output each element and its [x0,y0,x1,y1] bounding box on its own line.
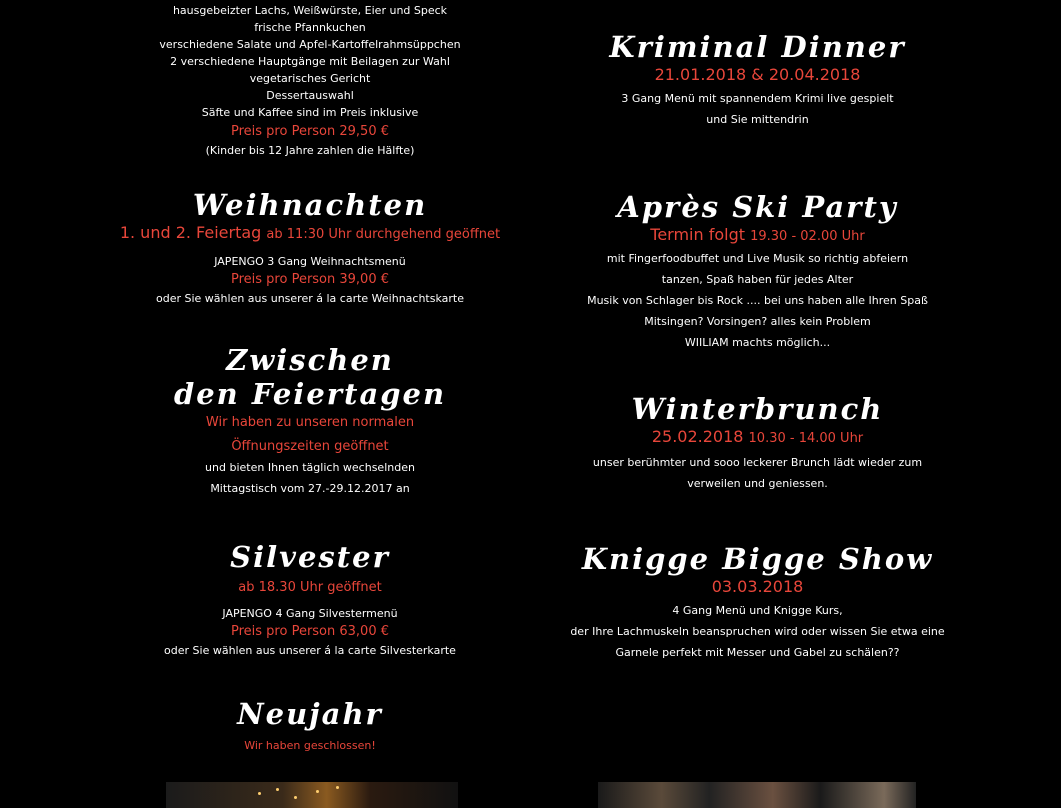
apres-heading: Après Ski Party [617,190,898,224]
neujahr-subtitle: Wir haben geschlossen! [244,739,376,752]
apres-line: tanzen, Spaß haben für jedes Alter [661,273,854,286]
knigge-date: 03.03.2018 [711,577,804,596]
zwischen-heading-line1: Zwischen [226,343,394,377]
apres-line: mit Fingerfoodbuffet und Live Musik so richtig abfeiern [606,252,909,265]
zwischen-line1: und bieten Ihnen täglich wechselnden [205,461,415,474]
zwischen-red2: Öffnungszeiten geöffnet [231,439,389,454]
winterbrunch-subtitle [454,426,1061,450]
winterbrunch-hours: 10.30 - 14.00 Uhr [748,431,864,446]
apres-line: Musik von Schlager bis Rock .... bei uns haben alle Ihren Spaß [587,294,928,307]
brunch-line: hausgebeizter Lachs, Weißwürste, Eier und Speck [172,4,448,17]
apres-line: WIILIAM machts möglich... [684,336,831,349]
sparkler-photo [166,782,458,808]
brunch-price: Preis pro Person 29,50 € [230,124,390,139]
brunch-line: verschiedene Salate und Apfel-Kartoffelrahmsüppchen [159,38,461,51]
weihnachten-hours: ab 11:30 Uhr durchgehend geöffnet [266,227,501,242]
weihnachten-menu: JAPENGO 3 Gang Weihnachtsmenü [214,255,406,268]
sparkle-dot [258,792,261,795]
zwischen-red1: Wir haben zu unseren normalen [205,415,415,430]
apres-block [454,190,1061,351]
winterbrunch-heading: Winterbrunch [631,392,884,426]
winterbrunch-date: 25.02.2018 [651,427,744,446]
knigge-line3: Garnele perfekt mit Messer und Gabel zu schälen?? [615,646,900,659]
krimi-line2: und Sie mittendrin [706,113,809,126]
silvester-menu: JAPENGO 4 Gang Silvestermenü [222,607,398,620]
krimi-block [454,30,1061,128]
silvester-heading: Silvester [230,540,390,574]
brunch-line: vegetarisches Gericht [249,72,371,85]
silvester-alt: oder Sie wählen aus unserer á la carte Silvesterkarte [164,644,456,657]
apres-hours: 19.30 - 02.00 Uhr [750,229,865,244]
sparkle-dot [294,796,297,799]
sparkle-dot [336,786,339,789]
brunch-line: Säfte und Kaffee sind im Preis inklusive [201,106,419,119]
silvester-price: Preis pro Person 63,00 € [230,624,390,639]
brunch-note: (Kinder bis 12 Jahre zahlen die Hälfte) [205,144,415,157]
apres-subtitle [454,224,1061,248]
knigge-line2: der Ihre Lachmuskeln beanspruchen wird oder wissen Sie etwa eine [570,625,945,638]
neujahr-block [0,697,620,754]
krimi-heading: Kriminal Dinner [609,30,906,64]
neujahr-heading: Neujahr [237,697,383,731]
sparkle-dot [316,790,319,793]
silvester-subtitle: ab 18.30 Uhr geöffnet [238,580,382,595]
weihnachten-price: Preis pro Person 39,00 € [230,272,390,287]
sparkle-dot [276,788,279,791]
knigge-heading: Knigge Bigge Show [581,542,934,576]
zwischen-line2: Mittagstisch vom 27.-29.12.2017 an [210,482,410,495]
brunch-line: Dessertauswahl [266,89,354,102]
brunch-line: 2 verschiedene Hauptgänge mit Beilagen zur Wahl [170,55,450,68]
krimi-dates: 21.01.2018 & 20.04.2018 [654,65,861,84]
knigge-line1: 4 Gang Menü und Knigge Kurs, [672,604,843,617]
apres-date: Termin folgt [650,225,746,244]
knigge-block [454,542,1061,661]
krimi-line1: 3 Gang Menü mit spannendem Krimi live gespielt [621,92,894,105]
weihnachten-alt: oder Sie wählen aus unserer á la carte Weihnachtskarte [156,292,464,305]
zwischen-heading-line2: den Feiertagen [173,377,447,411]
apres-line: Mitsingen? Vorsingen? alles kein Problem [644,315,871,328]
winterbrunch-block [454,392,1061,492]
weihnachten-heading: Weihnachten [192,188,428,222]
winterbrunch-line2: verweilen und geniessen. [687,477,828,490]
party-photo [598,782,916,808]
weihnachten-days: 1. und 2. Feiertag [119,223,262,242]
brunch-line: frische Pfannkuchen [254,21,366,34]
winterbrunch-line1: unser berühmter und sooo leckerer Brunch lädt wieder zum [592,456,923,469]
